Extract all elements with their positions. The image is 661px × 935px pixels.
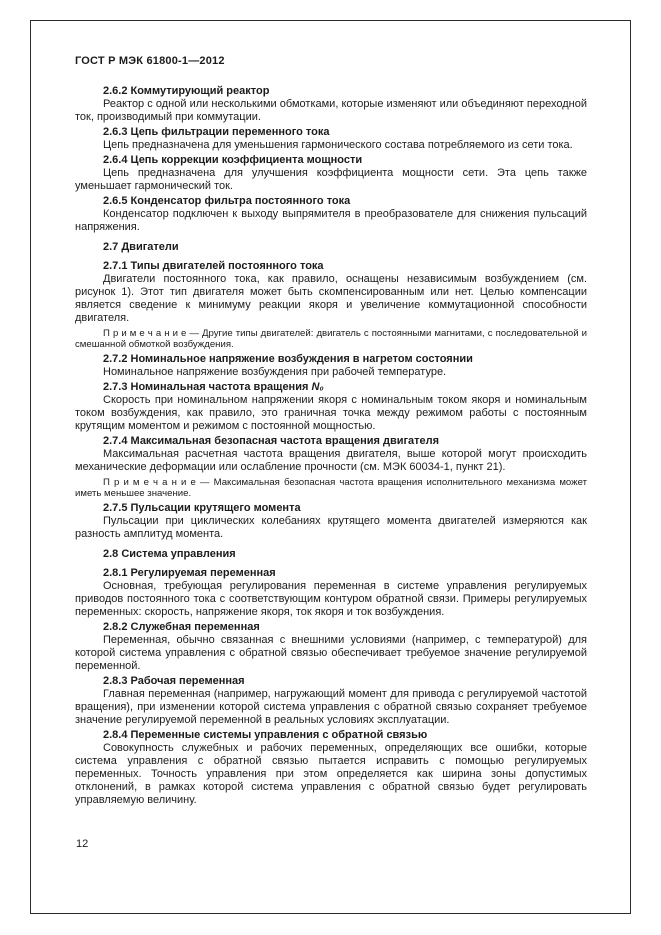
body-paragraph: Реактор с одной или несколькими обмотками, которые изменяют или объединяют переходной ток, производимый при коммутации.	[75, 98, 587, 123]
body-paragraph: Конденсатор подключен к выходу выпрямителя в преобразователе для снижения пульсаций напряжения.	[75, 208, 587, 233]
body-paragraph: Максимальная расчетная частота вращения двигателя, выше которой могут происходить механические деформации или ослабление прочности (см. МЭК 60034-1, пункт 21).	[75, 448, 587, 473]
document-header: ГОСТ Р МЭК 61800-1—2012	[75, 55, 225, 67]
section-heading: 2.7 Двигатели	[103, 241, 179, 253]
document-body	[75, 85, 587, 807]
note-paragraph: П р и м е ч а н и е — Максимальная безопасная частота вращения исполнительного механизма может иметь меньшее значение.	[75, 477, 587, 499]
section-heading: 2.6.3 Цепь фильтрации переменного тока	[103, 126, 330, 138]
section-heading: 2.7.4 Максимальная безопасная частота вращения двигателя	[103, 435, 440, 447]
section-heading: 2.6.5 Конденсатор фильтра постоянного тока	[103, 195, 351, 207]
section-heading: 2.8.4 Переменные системы управления с обратной связью	[103, 729, 428, 741]
body-paragraph: Номинальное напряжение возбуждения при рабочей температуре.	[103, 366, 447, 378]
section-heading: 2.7.1 Типы двигателей постоянного тока	[103, 260, 324, 272]
variable-symbol: N₀	[311, 381, 324, 393]
body-paragraph: Переменная, обычно связанная с внешними условиями (например, с температурой) для которой система управления с обратной связью обеспечивает требуемое значение регулируемой переменной.	[75, 634, 587, 672]
section-heading: 2.8.1 Регулируемая переменная	[103, 567, 276, 579]
page-content	[75, 55, 587, 807]
section-heading: 2.7.3 Номинальная частота вращения N₀	[103, 381, 324, 393]
page-number: 12	[76, 838, 89, 850]
section-heading: 2.7.5 Пульсации крутящего момента	[103, 502, 301, 514]
body-paragraph: Совокупность служебных и рабочих переменных, определяющих все ошибки, которые система управления с обратной связью пытается исправить с помощью регулируемых переменных. Точность управления при этом определяется как ширина зоны допустимых отклонений, в рамках которой система управления с обратной связью будет регулировать управляемую величину.	[75, 742, 587, 806]
section-heading: 2.8.2 Служебная переменная	[103, 621, 260, 633]
body-paragraph: Пульсации при циклических колебаниях крутящего момента двигателей измеряются как разность амплитуд момента.	[75, 515, 587, 540]
section-heading: 2.6.4 Цепь коррекции коэффициента мощности	[103, 154, 363, 166]
body-paragraph: Цепь предназначена для уменьшения гармонического состава потребляемого из сети тока.	[103, 139, 573, 151]
body-paragraph: Основная, требующая регулирования переменная в системе управления регулируемых приводов постоянного тока с соответствующим контуром обратной связи. Примеры регулируемых переменных: скорость, напряжение якоря, ток якоря и ток возбуждения.	[75, 580, 587, 618]
section-heading: 2.6.2 Коммутирующий реактор	[103, 85, 270, 97]
section-heading: 2.7.2 Номинальное напряжение возбуждения в нагретом состоянии	[103, 353, 473, 365]
note-paragraph: П р и м е ч а н и е — Другие типы двигателей: двигатель с постоянными магнитами, с последовательной и смешанной обмоткой возбуждения.	[75, 328, 587, 350]
body-paragraph: Цепь предназначена для улучшения коэффициента мощности сети. Эта цепь также уменьшает гармонический ток.	[75, 167, 587, 192]
body-paragraph: Двигатели постоянного тока, как правило, оснащены независимым возбуждением (см. рисунок 1). Этот тип двигателя может быть скомпенсированным или нет. Целью компенсации является сведение к минимуму реакции якоря и увеличение коммутационной способности двигателя.	[75, 273, 587, 324]
body-paragraph: Скорость при номинальном напряжении якоря с номинальным током якоря и номинальным током возбуждения, как правило, это граничная точка между режимом работы с постоянным крутящим моментом и режимом с постоянной мощностью.	[75, 394, 587, 432]
body-paragraph: Главная переменная (например, нагружающий момент для привода с регулируемой частотой вращения), при изменении которой система управления с обратной связью сохраняет требуемое значение регулируемой переменной в реальных условиях эксплуатации.	[75, 688, 587, 726]
section-heading: 2.8.3 Рабочая переменная	[103, 675, 245, 687]
section-heading: 2.8 Система управления	[103, 548, 236, 560]
